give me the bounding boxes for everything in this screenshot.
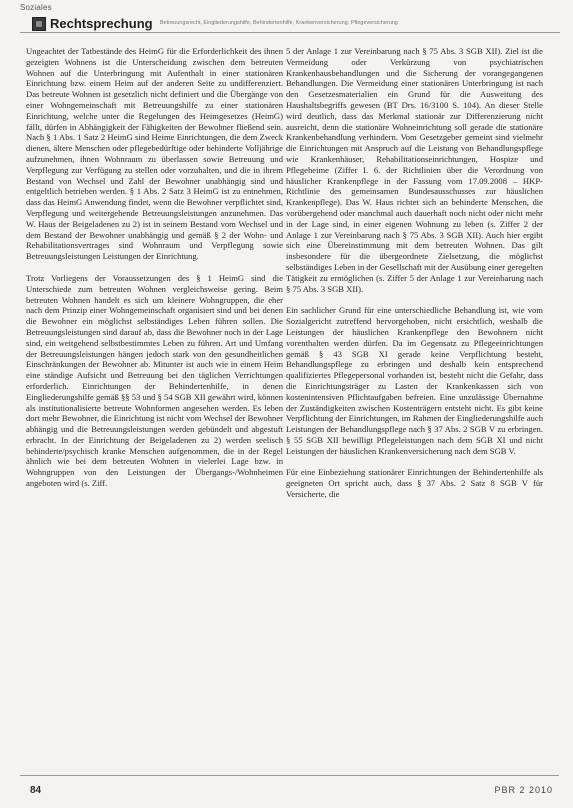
left-paragraph-2: Trotz Vorliegens der Voraussetzungen des § 1 HeimG sind die Unterschiede zum betreuten Wohnen vergleichsweise gering. Beim betreuten Wohnen handelt es sich um kleinere Wohngruppen, die eher nach dem Prinzip einer Wohngemeinschaft organisiert sind und bei denen die Bewohner ein möglichst selbständiges Leben führen sollen. Die Betreuungsleistungen sind darauf ab, dass die Bewohner noch in der Lage sind, ein weitgehend selbstbestimmtes Leben zu führen. Art und Umfang der Betreuungsleistungen hängen jedoch stark von den gesundheitlichen Einschränkungen der Bewohner ab. Mitunter ist auch wie in einem Heim eine ständige Aufsicht und Betreuung bei den täglichen Verrichtungen erforderlich. Einrichtungen der Behindertenhilfe, in denen Eingliederungshilfe gemäß §§ 53 und § 54 SGB XII gewährt wird, können als institutionalisierte betreute Wohnformen angesehen werden. Es leben dort mehr Bewohner, die Einrichtung ist nicht vom Wechsel der Bewohner abhängig und die Betreuungsleistungen werden gebündelt und abgestuft erbracht. In der Einrichtung der Beigeladenen zu 2) werden seelisch behinderte/psychisch kranke Menschen aufgenommen, die in der Regel ähnlich wie bei dem betreuten Wohnen in vielerlei Lage bzw. in Wohngruppen von den Leistungen der Übergangs-/Wohnheimen angeboten wird (s. Ziff. <box>26 272 283 489</box>
journal-issue: PBR 2 2010 <box>494 785 553 795</box>
page-header <box>20 16 560 33</box>
page-footer <box>20 775 559 800</box>
right-paragraph-1: 5 der Anlage 1 zur Vereinbarung nach § 75 Abs. 3 SGB XII). Ziel ist die Vermeidung oder Verkürzung von psychiatrischen Krankenhausbehandlungen und die Sicherung der vorangegangenen Behandlungen. Die Vermeidung einer stationären Unterbringung ist nach den Gesetzesmaterialien ein Grund für die Ausweitung des Haushaltsbegriffs gewesen (BT Drs. 16/3100 S. 104). An dieser Stelle wird deutlich, dass das Merkmal stationär zur Differenzierung nicht ausreicht, denn die stationäre Wohneinrichtung soll gerade die stationäre Krankenbehandlung verhindern. Vom Gesetzgeber gemeint sind vielmehr die Einrichtungen mit Anspruch auf die Leistung von Behandlungspflege wie Krankenhäuser, Rehabilitationseinrichtungen, Hospize und Pflegeheime (Ziffer I. 6. der Richtlinien über die Verordnung von häuslicher Krankenpflege in der Fassung vom 17.09.2008 – HKP-Richtlinie des gemeinsamen Bundesausschusses zur häuslichen Krankenpflege). Das W. Haus richtet sich an behinderte Menschen, die vorübergehend oder manchmal auch dauerhaft noch nicht oder nicht mehr in der Lage sind, in einer eigenen Wohnung zu leben (s. Ziffer 2 der Anlage 1 zur Vereinbarung nach § 75 Abs. 3 SGB XII). Auch hier ergibt sich eine Übereinstimmung mit dem betreuten Wohnen. Das gilt insbesondere für die übergeordnete Zielsetzung, die möglichst selbständiges Leben in der Gesellschaft mit der Ausübung einer geregelten Tätigkeit zu ermöglichen (s. Ziffer 5 der Anlage 1 zur Vereinbarung nach § 75 Abs. 3 SGB XII). <box>286 46 544 294</box>
section-label: Soziales <box>20 3 52 12</box>
left-paragraph-1: Ungeachtet der Tatbestände des HeimG für die Erforderlichkeit des ihnen gezeigten Wohnens ist die Unterscheidung zwischen dem betreuten Wohnen auf die Unterbringung mit Aufenthalt in einer stationären Einrichtung bzw. einem Heim auf der anderen Seite zu undifferenziert. Das betreute Wohnen ist gesetzlich nicht definiert und die Übergänge von einer Wohngemeinschaft mit Betreuungshilfe zu einer stationären Einrichtung, welche unter die Regelungen des Heimgesetzes (HeimG) fällt, dürfen in Abhängigkeit der Fähigkeiten der Bewohner fließend sein. Nach § 1 Abs. 1 Satz 2 HeimG sind Heime Einrichtungen, die dem Zweck dienen, ältere Menschen oder pflegebedürftige oder behinderte Volljährige aufzunehmen, ihnen Wohnraum zu überlassen sowie Betreuung und Verpflegung zur Verfügung zu stellen oder vorzuhalten, und die in ihrem Bestand von Wechsel und Zahl der Bewohner unabhängig sind und entgeltlich betrieben werden. § 1 Abs. 2 Satz 3 HeimG ist zu entnehmen, dass das HeimG Anwendung findet, wenn die Bewohner verpflichtet sind, Verpflegung und weitergehende Betreuungsleistungen anzunehmen. Das W. Haus der Beigeladenen zu 2) ist in seinem Bestand vom Wechsel und dem Bestand der Bewohner unabhängig und gemäß § 2 der Wohn- und Rehabilitationsvertrages sind Wohnraum und Verpflegung sowie Betreuungsleistungen Leistungen der Einrichtung. <box>26 46 283 262</box>
right-paragraph-3: Für eine Einbeziehung stationärer Einrichtungen der Behindertenhilfe als geeigneten Ort spricht auch, dass § 37 Abs. 2 Satz 8 SGB V für Versicherte, die <box>286 467 543 500</box>
page-number: 84 <box>30 785 42 796</box>
left-column <box>26 46 283 489</box>
right-paragraph-2: Ein sachlicher Grund für eine unterschiedliche Behandlung ist, wie vom Sozialgericht zutreffend hervorgehoben, nicht ersichtlich, weshalb die Leistungen der häuslichen Krankenpflege den Bewohnern nicht vorenthalten werden dürfen. Da im Gegensatz zu Pflegeeinrichtungen gemäß § 43 SGB XI gerade keine Verpflichtung besteht, Behandlungspflege zu erbringen und deshalb kein entsprechend qualifiziertes Pflegepersonal vorhanden ist, besteht nicht die Gefahr, dass die Einrichtungsträger zu Lasten der Krankenkassen sich von kostenintensiven Pflichtaufgaben befreien. Eine unzulässige Übernahme der Zuständigkeiten zwischen Kostenträgern entsteht nicht. Es gibt keine Verpflichtung der Einrichtungen, im Rahmen der Eingliederungshilfe auch Leistungen der Behandlungspflege nach § 37 Abs. 2 SGB V zu erbringen. § 55 SGB XII bewilligt Pflegeleistungen nach dem SGB XI und nicht Leistungen der häuslichen Krankenversicherung nach dem SGB V. <box>286 305 543 456</box>
page-subtitle: Betreuungsrecht, Eingliederungshilfe, Behindertenhilfe, Krankenversicherung, Pflegeversicherung <box>160 20 398 26</box>
right-column <box>286 46 543 500</box>
section-logo-icon <box>32 17 46 31</box>
page-title: Rechtsprechung <box>50 16 153 31</box>
